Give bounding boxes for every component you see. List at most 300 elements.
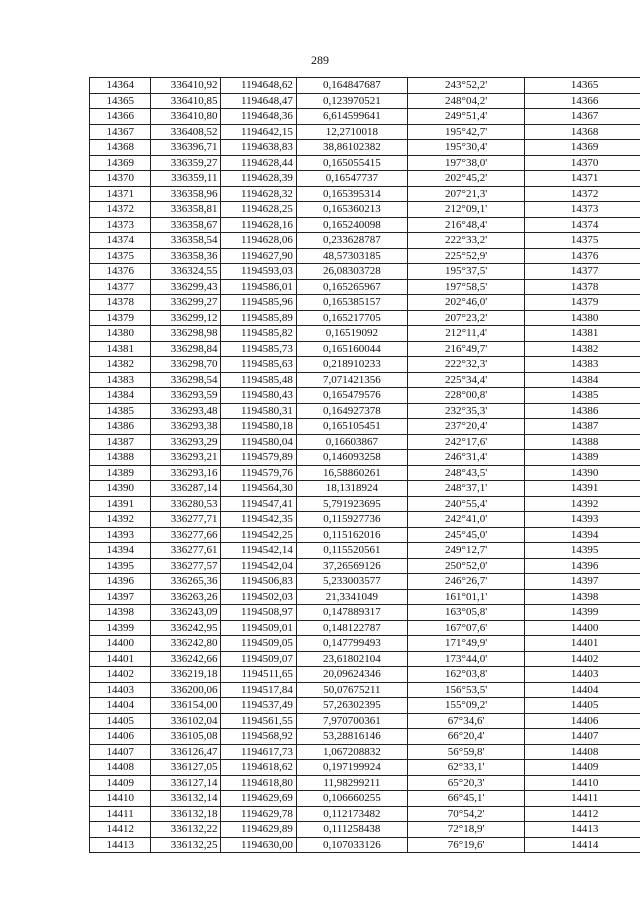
direction-angle-cell: 237°20,4' — [407, 419, 524, 435]
table-row — [90, 326, 640, 342]
table-row — [90, 667, 640, 683]
y-coordinate-cell: 1194585,82 — [221, 326, 296, 342]
y-coordinate-cell: 1194511,65 — [221, 667, 296, 683]
x-coordinate-cell: 336102,04 — [151, 713, 221, 729]
y-coordinate-cell: 1194517,84 — [221, 682, 296, 698]
point-number-cell: 14406 — [90, 729, 151, 745]
x-coordinate-cell: 336359,27 — [151, 155, 221, 171]
point-number-cell: 14409 — [90, 775, 151, 791]
x-coordinate-cell: 336242,66 — [151, 651, 221, 667]
table-row — [90, 605, 640, 621]
x-coordinate-cell: 336287,14 — [151, 481, 221, 497]
point-number-cell: 14411 — [90, 806, 151, 822]
distance-cell: 0,123970521 — [296, 93, 407, 109]
y-coordinate-cell: 1194638,83 — [221, 140, 296, 156]
x-coordinate-cell: 336265,36 — [151, 574, 221, 590]
next-point-cell: 14410 — [525, 775, 640, 791]
y-coordinate-cell: 1194508,97 — [221, 605, 296, 621]
table-row — [90, 341, 640, 357]
x-coordinate-cell: 336293,21 — [151, 450, 221, 466]
distance-cell: 0,233628787 — [296, 233, 407, 249]
distance-cell: 0,111258438 — [296, 822, 407, 838]
y-coordinate-cell: 1194585,63 — [221, 357, 296, 373]
x-coordinate-cell: 336126,47 — [151, 744, 221, 760]
table-row — [90, 202, 640, 218]
next-point-cell: 14392 — [525, 496, 640, 512]
next-point-cell: 14398 — [525, 589, 640, 605]
direction-angle-cell: 173°44,0' — [407, 651, 524, 667]
y-coordinate-cell: 1194568,92 — [221, 729, 296, 745]
distance-cell: 0,165160044 — [296, 341, 407, 357]
point-number-cell: 14407 — [90, 744, 151, 760]
direction-angle-cell: 212°09,1' — [407, 202, 524, 218]
table-row — [90, 527, 640, 543]
table-row — [90, 822, 640, 838]
x-coordinate-cell: 336263,26 — [151, 589, 221, 605]
y-coordinate-cell: 1194617,73 — [221, 744, 296, 760]
point-number-cell: 14385 — [90, 403, 151, 419]
distance-cell: 0,165395314 — [296, 186, 407, 202]
direction-angle-cell: 225°34,4' — [407, 372, 524, 388]
table-row — [90, 760, 640, 776]
next-point-cell: 14376 — [525, 248, 640, 264]
direction-angle-cell: 242°17,6' — [407, 434, 524, 450]
direction-angle-cell: 195°37,5' — [407, 264, 524, 280]
point-number-cell: 14383 — [90, 372, 151, 388]
x-coordinate-cell: 336410,85 — [151, 93, 221, 109]
page-number: 289 — [311, 53, 329, 67]
y-coordinate-cell: 1194628,39 — [221, 171, 296, 187]
distance-cell: 11,98299211 — [296, 775, 407, 791]
next-point-cell: 14384 — [525, 372, 640, 388]
x-coordinate-cell: 336358,81 — [151, 202, 221, 218]
x-coordinate-cell: 336280,53 — [151, 496, 221, 512]
next-point-cell: 14365 — [525, 78, 640, 94]
next-point-cell: 14387 — [525, 419, 640, 435]
distance-cell: 18,1318924 — [296, 481, 407, 497]
x-coordinate-cell: 336200,06 — [151, 682, 221, 698]
table-row — [90, 403, 640, 419]
point-number-cell: 14378 — [90, 295, 151, 311]
next-point-cell: 14371 — [525, 171, 640, 187]
table-row — [90, 450, 640, 466]
y-coordinate-cell: 1194618,80 — [221, 775, 296, 791]
next-point-cell: 14411 — [525, 791, 640, 807]
table-row — [90, 248, 640, 264]
point-number-cell: 14412 — [90, 822, 151, 838]
direction-angle-cell: 197°38,0' — [407, 155, 524, 171]
distance-cell: 0,16603867 — [296, 434, 407, 450]
point-number-cell: 14366 — [90, 109, 151, 125]
next-point-cell: 14385 — [525, 388, 640, 404]
distance-cell: 0,146093258 — [296, 450, 407, 466]
distance-cell: 0,165217705 — [296, 310, 407, 326]
table-row — [90, 698, 640, 714]
direction-angle-cell: 250°52,0' — [407, 558, 524, 574]
table-row — [90, 419, 640, 435]
x-coordinate-cell: 336299,27 — [151, 295, 221, 311]
direction-angle-cell: 207°23,2' — [407, 310, 524, 326]
distance-cell: 1,067208832 — [296, 744, 407, 760]
distance-cell: 5,233003577 — [296, 574, 407, 590]
distance-cell: 0,112173482 — [296, 806, 407, 822]
direction-angle-cell: 245°45,0' — [407, 527, 524, 543]
direction-angle-cell: 195°42,7' — [407, 124, 524, 140]
table-row — [90, 589, 640, 605]
y-coordinate-cell: 1194648,47 — [221, 93, 296, 109]
distance-cell: 0,115927736 — [296, 512, 407, 528]
y-coordinate-cell: 1194547,41 — [221, 496, 296, 512]
x-coordinate-cell: 336132,14 — [151, 791, 221, 807]
distance-cell: 50,07675211 — [296, 682, 407, 698]
table-row — [90, 558, 640, 574]
x-coordinate-cell: 336242,95 — [151, 620, 221, 636]
distance-cell: 5,791923695 — [296, 496, 407, 512]
x-coordinate-cell: 336277,57 — [151, 558, 221, 574]
y-coordinate-cell: 1194642,15 — [221, 124, 296, 140]
table-row — [90, 651, 640, 667]
point-number-cell: 14391 — [90, 496, 151, 512]
direction-angle-cell: 56°59,8' — [407, 744, 524, 760]
y-coordinate-cell: 1194580,31 — [221, 403, 296, 419]
x-coordinate-cell: 336410,80 — [151, 109, 221, 125]
direction-angle-cell: 65°20,3' — [407, 775, 524, 791]
point-number-cell: 14387 — [90, 434, 151, 450]
x-coordinate-cell: 336242,80 — [151, 636, 221, 652]
next-point-cell: 14368 — [525, 124, 640, 140]
y-coordinate-cell: 1194618,62 — [221, 760, 296, 776]
y-coordinate-cell: 1194630,00 — [221, 837, 296, 853]
table-row — [90, 124, 640, 140]
direction-angle-cell: 67°34,6' — [407, 713, 524, 729]
point-number-cell: 14405 — [90, 713, 151, 729]
y-coordinate-cell: 1194542,25 — [221, 527, 296, 543]
table-row — [90, 264, 640, 280]
point-number-cell: 14403 — [90, 682, 151, 698]
y-coordinate-cell: 1194593,03 — [221, 264, 296, 280]
point-number-cell: 14400 — [90, 636, 151, 652]
distance-cell: 0,115162016 — [296, 527, 407, 543]
point-number-cell: 14399 — [90, 620, 151, 636]
direction-angle-cell: 202°45,2' — [407, 171, 524, 187]
y-coordinate-cell: 1194628,32 — [221, 186, 296, 202]
next-point-cell: 14366 — [525, 93, 640, 109]
point-number-cell: 14371 — [90, 186, 151, 202]
x-coordinate-cell: 336277,61 — [151, 543, 221, 559]
x-coordinate-cell: 336298,70 — [151, 357, 221, 373]
distance-cell: 21,3341049 — [296, 589, 407, 605]
distance-cell: 26,08303728 — [296, 264, 407, 280]
table-row — [90, 636, 640, 652]
point-number-cell: 14369 — [90, 155, 151, 171]
x-coordinate-cell: 336127,05 — [151, 760, 221, 776]
distance-cell: 0,165479576 — [296, 388, 407, 404]
point-number-cell: 14402 — [90, 667, 151, 683]
direction-angle-cell: 246°26,7' — [407, 574, 524, 590]
direction-angle-cell: 248°37,1' — [407, 481, 524, 497]
next-point-cell: 14378 — [525, 279, 640, 295]
point-number-cell: 14388 — [90, 450, 151, 466]
table-row — [90, 155, 640, 171]
next-point-cell: 14401 — [525, 636, 640, 652]
table-row — [90, 806, 640, 822]
y-coordinate-cell: 1194580,04 — [221, 434, 296, 450]
table-row — [90, 295, 640, 311]
direction-angle-cell: 207°21,3' — [407, 186, 524, 202]
direction-angle-cell: 222°33,2' — [407, 233, 524, 249]
x-coordinate-cell: 336358,36 — [151, 248, 221, 264]
y-coordinate-cell: 1194627,90 — [221, 248, 296, 264]
point-number-cell: 14377 — [90, 279, 151, 295]
y-coordinate-cell: 1194585,96 — [221, 295, 296, 311]
next-point-cell: 14377 — [525, 264, 640, 280]
y-coordinate-cell: 1194628,25 — [221, 202, 296, 218]
point-number-cell: 14408 — [90, 760, 151, 776]
next-point-cell: 14412 — [525, 806, 640, 822]
next-point-cell: 14391 — [525, 481, 640, 497]
next-point-cell: 14414 — [525, 837, 640, 853]
direction-angle-cell: 248°43,5' — [407, 465, 524, 481]
y-coordinate-cell: 1194579,76 — [221, 465, 296, 481]
distance-cell: 0,16519092 — [296, 326, 407, 342]
point-number-cell: 14364 — [90, 78, 151, 94]
table-row — [90, 744, 640, 760]
next-point-cell: 14404 — [525, 682, 640, 698]
next-point-cell: 14389 — [525, 450, 640, 466]
distance-cell: 0,148122787 — [296, 620, 407, 636]
x-coordinate-cell: 336132,22 — [151, 822, 221, 838]
direction-angle-cell: 62°33,1' — [407, 760, 524, 776]
direction-angle-cell: 212°11,4' — [407, 326, 524, 342]
y-coordinate-cell: 1194648,62 — [221, 78, 296, 94]
distance-cell: 0,106660255 — [296, 791, 407, 807]
point-number-cell: 14381 — [90, 341, 151, 357]
next-point-cell: 14403 — [525, 667, 640, 683]
direction-angle-cell: 163°05,8' — [407, 605, 524, 621]
direction-angle-cell: 240°55,4' — [407, 496, 524, 512]
distance-cell: 0,147799493 — [296, 636, 407, 652]
x-coordinate-cell: 336293,29 — [151, 434, 221, 450]
direction-angle-cell: 156°53,5' — [407, 682, 524, 698]
point-number-cell: 14386 — [90, 419, 151, 435]
point-number-cell: 14367 — [90, 124, 151, 140]
y-coordinate-cell: 1194579,89 — [221, 450, 296, 466]
point-number-cell: 14390 — [90, 481, 151, 497]
distance-cell: 0,115520561 — [296, 543, 407, 559]
x-coordinate-cell: 336293,16 — [151, 465, 221, 481]
next-point-cell: 14367 — [525, 109, 640, 125]
table-row — [90, 388, 640, 404]
x-coordinate-cell: 336410,92 — [151, 78, 221, 94]
x-coordinate-cell: 336127,14 — [151, 775, 221, 791]
point-number-cell: 14365 — [90, 93, 151, 109]
y-coordinate-cell: 1194629,89 — [221, 822, 296, 838]
y-coordinate-cell: 1194506,83 — [221, 574, 296, 590]
direction-angle-cell: 202°46,0' — [407, 295, 524, 311]
distance-cell: 0,165055415 — [296, 155, 407, 171]
next-point-cell: 14372 — [525, 186, 640, 202]
point-number-cell: 14368 — [90, 140, 151, 156]
y-coordinate-cell: 1194542,35 — [221, 512, 296, 528]
x-coordinate-cell: 336243,09 — [151, 605, 221, 621]
distance-cell: 0,165105451 — [296, 419, 407, 435]
distance-cell: 0,218910233 — [296, 357, 407, 373]
next-point-cell: 14395 — [525, 543, 640, 559]
x-coordinate-cell: 336132,25 — [151, 837, 221, 853]
distance-cell: 57,26302395 — [296, 698, 407, 714]
next-point-cell: 14396 — [525, 558, 640, 574]
distance-cell: 53,28816146 — [296, 729, 407, 745]
table-row — [90, 465, 640, 481]
y-coordinate-cell: 1194628,16 — [221, 217, 296, 233]
x-coordinate-cell: 336105,08 — [151, 729, 221, 745]
y-coordinate-cell: 1194502,03 — [221, 589, 296, 605]
x-coordinate-cell: 336358,54 — [151, 233, 221, 249]
point-number-cell: 14401 — [90, 651, 151, 667]
direction-angle-cell: 167°07,6' — [407, 620, 524, 636]
point-number-cell: 14393 — [90, 527, 151, 543]
distance-cell: 12,2710018 — [296, 124, 407, 140]
direction-angle-cell: 246°31,4' — [407, 450, 524, 466]
y-coordinate-cell: 1194509,07 — [221, 651, 296, 667]
point-number-cell: 14398 — [90, 605, 151, 621]
direction-angle-cell: 171°49,9' — [407, 636, 524, 652]
direction-angle-cell: 248°04,2' — [407, 93, 524, 109]
next-point-cell: 14375 — [525, 233, 640, 249]
point-number-cell: 14413 — [90, 837, 151, 853]
x-coordinate-cell: 336358,96 — [151, 186, 221, 202]
next-point-cell: 14381 — [525, 326, 640, 342]
y-coordinate-cell: 1194564,30 — [221, 481, 296, 497]
table-row — [90, 729, 640, 745]
x-coordinate-cell: 336293,59 — [151, 388, 221, 404]
x-coordinate-cell: 336293,48 — [151, 403, 221, 419]
next-point-cell: 14386 — [525, 403, 640, 419]
point-number-cell: 14392 — [90, 512, 151, 528]
distance-cell: 0,165265967 — [296, 279, 407, 295]
y-coordinate-cell: 1194628,06 — [221, 233, 296, 249]
next-point-cell: 14390 — [525, 465, 640, 481]
distance-cell: 6,614599641 — [296, 109, 407, 125]
point-number-cell: 14370 — [90, 171, 151, 187]
point-number-cell: 14404 — [90, 698, 151, 714]
x-coordinate-cell: 336219,18 — [151, 667, 221, 683]
direction-angle-cell: 249°12,7' — [407, 543, 524, 559]
y-coordinate-cell: 1194585,89 — [221, 310, 296, 326]
table-row — [90, 543, 640, 559]
y-coordinate-cell: 1194537,49 — [221, 698, 296, 714]
distance-cell: 37,26569126 — [296, 558, 407, 574]
direction-angle-cell: 216°48,4' — [407, 217, 524, 233]
next-point-cell: 14388 — [525, 434, 640, 450]
point-number-cell: 14380 — [90, 326, 151, 342]
direction-angle-cell: 228°00,8' — [407, 388, 524, 404]
x-coordinate-cell: 336298,54 — [151, 372, 221, 388]
direction-angle-cell: 76°19,6' — [407, 837, 524, 853]
x-coordinate-cell: 336132,18 — [151, 806, 221, 822]
table-row — [90, 78, 640, 94]
point-number-cell: 14396 — [90, 574, 151, 590]
x-coordinate-cell: 336358,67 — [151, 217, 221, 233]
next-point-cell: 14382 — [525, 341, 640, 357]
point-number-cell: 14397 — [90, 589, 151, 605]
x-coordinate-cell: 336293,38 — [151, 419, 221, 435]
distance-cell: 0,165360213 — [296, 202, 407, 218]
x-coordinate-cell: 336298,84 — [151, 341, 221, 357]
x-coordinate-cell: 336299,43 — [151, 279, 221, 295]
y-coordinate-cell: 1194648,36 — [221, 109, 296, 125]
distance-cell: 0,147889317 — [296, 605, 407, 621]
point-number-cell: 14395 — [90, 558, 151, 574]
x-coordinate-cell: 336396,71 — [151, 140, 221, 156]
table-row — [90, 791, 640, 807]
y-coordinate-cell: 1194509,01 — [221, 620, 296, 636]
direction-angle-cell: 216°49,7' — [407, 341, 524, 357]
x-coordinate-cell: 336408,52 — [151, 124, 221, 140]
direction-angle-cell: 222°32,3' — [407, 357, 524, 373]
direction-angle-cell: 70°54,2' — [407, 806, 524, 822]
distance-cell: 7,970700361 — [296, 713, 407, 729]
y-coordinate-cell: 1194585,48 — [221, 372, 296, 388]
table-row — [90, 217, 640, 233]
point-number-cell: 14382 — [90, 357, 151, 373]
distance-cell: 23,61802104 — [296, 651, 407, 667]
distance-cell: 7,071421356 — [296, 372, 407, 388]
table-row — [90, 512, 640, 528]
x-coordinate-cell: 336154,00 — [151, 698, 221, 714]
table-row — [90, 434, 640, 450]
table-row — [90, 93, 640, 109]
coordinates-table-body — [90, 78, 640, 853]
next-point-cell: 14369 — [525, 140, 640, 156]
direction-angle-cell: 72°18,9' — [407, 822, 524, 838]
point-number-cell: 14375 — [90, 248, 151, 264]
next-point-cell: 14399 — [525, 605, 640, 621]
y-coordinate-cell: 1194561,55 — [221, 713, 296, 729]
y-coordinate-cell: 1194628,44 — [221, 155, 296, 171]
point-number-cell: 14394 — [90, 543, 151, 559]
y-coordinate-cell: 1194585,73 — [221, 341, 296, 357]
distance-cell: 0,164847687 — [296, 78, 407, 94]
table-row — [90, 372, 640, 388]
direction-angle-cell: 155°09,2' — [407, 698, 524, 714]
point-number-cell: 14379 — [90, 310, 151, 326]
table-row — [90, 481, 640, 497]
direction-angle-cell: 66°45,1' — [407, 791, 524, 807]
next-point-cell: 14379 — [525, 295, 640, 311]
distance-cell: 48,57303185 — [296, 248, 407, 264]
next-point-cell: 14383 — [525, 357, 640, 373]
x-coordinate-cell: 336277,66 — [151, 527, 221, 543]
x-coordinate-cell: 336277,71 — [151, 512, 221, 528]
table-row — [90, 357, 640, 373]
direction-angle-cell: 243°52,2' — [407, 78, 524, 94]
table-row — [90, 233, 640, 249]
y-coordinate-cell: 1194580,18 — [221, 419, 296, 435]
table-row — [90, 775, 640, 791]
distance-cell: 0,165240098 — [296, 217, 407, 233]
x-coordinate-cell: 336299,12 — [151, 310, 221, 326]
next-point-cell: 14407 — [525, 729, 640, 745]
direction-angle-cell: 232°35,3' — [407, 403, 524, 419]
table-row — [90, 279, 640, 295]
coordinates-table — [89, 77, 640, 853]
direction-angle-cell: 197°58,5' — [407, 279, 524, 295]
distance-cell: 38,86102382 — [296, 140, 407, 156]
distance-cell: 0,107033126 — [296, 837, 407, 853]
table-row — [90, 186, 640, 202]
y-coordinate-cell: 1194586,01 — [221, 279, 296, 295]
